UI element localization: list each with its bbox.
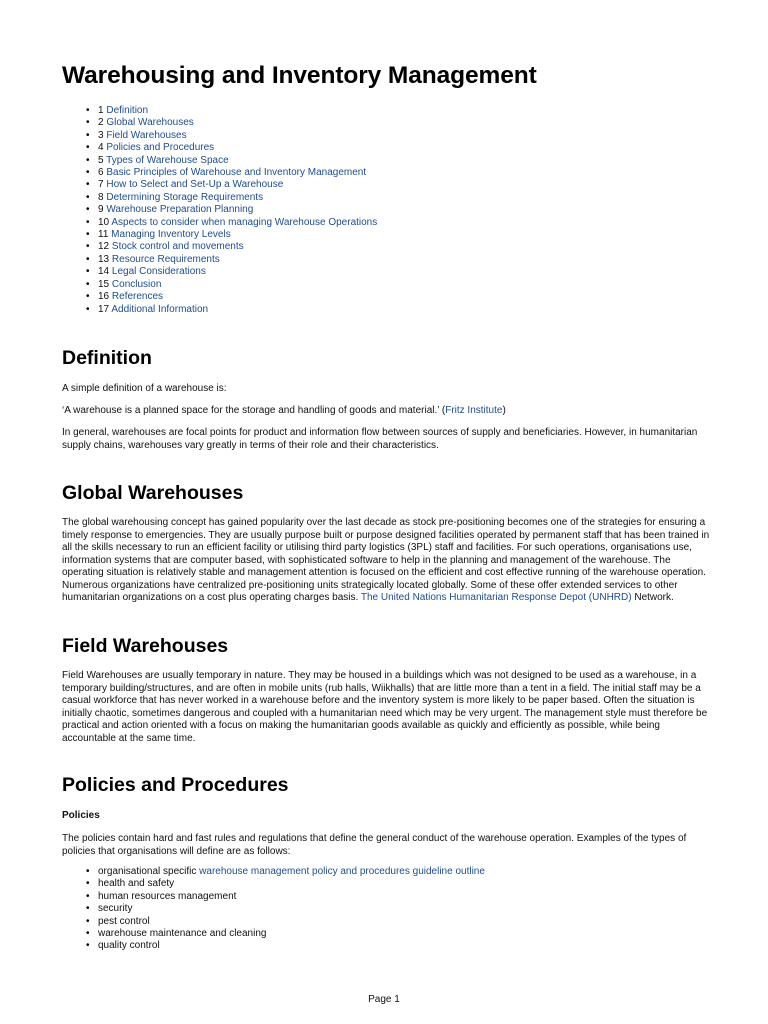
paragraph: A simple definition of a warehouse is: [62,383,227,394]
section-heading-policies-procedures: Policies and Procedures [62,774,289,796]
fritz-institute-link[interactable]: Fritz Institute [445,405,503,416]
toc-link[interactable]: Additional Information [111,303,209,315]
toc-item: • 11 Managing Inventory Levels [62,229,377,241]
list-item: • pest control [62,916,485,928]
toc-item: • 8 Determining Storage Requirements [62,192,377,204]
toc-link[interactable]: Resource Requirements [111,253,220,265]
page-title: Warehousing and Inventory Management [62,62,537,89]
section-heading-field-warehouses: Field Warehouses [62,635,229,657]
toc-link[interactable]: Legal Considerations [111,266,206,278]
paragraph: In general, warehouses are focal points for product and information flow between sources of supply and beneficiaries. However, in humanitarian supply chains, warehouses vary greatly in terms of their role and their characteristics. [62,427,698,451]
toc-item: • 15 Conclusion [62,279,377,291]
toc-link[interactable]: Field Warehouses [106,129,187,141]
toc-link[interactable]: Types of Warehouse Space [106,154,229,166]
toc-link[interactable]: Conclusion [111,278,162,290]
toc-item: • 17 Additional Information [62,304,377,316]
section-heading-definition: Definition [62,347,152,369]
toc-link[interactable]: How to Select and Set-Up a Warehouse [106,179,284,191]
table-of-contents [62,105,377,316]
list-item: • organisational specific warehouse management policy and procedures guideline outline [62,866,485,878]
toc-item: • 16 References [62,291,377,303]
toc-link[interactable]: Definition [106,105,149,116]
toc-link[interactable]: References [111,291,164,303]
paragraph: ‘A warehouse is a planned space for the storage and handling of goods and material.’ (Fritz Institute) [62,405,506,416]
toc-item: • 6 Basic Principles of Warehouse and Inventory Management [62,167,377,179]
policies-list [62,866,485,953]
toc-item: • 7 How to Select and Set-Up a Warehouse [62,179,377,191]
policy-guideline-link[interactable]: warehouse management policy and procedures guideline outline [199,866,485,877]
toc-item: • 14 Legal Considerations [62,266,377,278]
toc-link[interactable]: Stock control and movements [111,241,244,253]
toc-link[interactable]: Policies and Procedures [106,142,215,154]
toc-link[interactable]: Managing Inventory Levels [111,229,231,241]
list-item: • human resources management [62,891,485,903]
toc-item: • 9 Warehouse Preparation Planning [62,204,377,216]
paragraph: The policies contain hard and fast rules and regulations that define the general conduct of the warehouse operation. Examples of the types of policies that organisations will define are as follows: [62,833,687,857]
list-item: • health and safety [62,878,485,890]
toc-link[interactable]: Global Warehouses [106,117,194,129]
toc-item: • 2 Global Warehouses [62,117,377,129]
toc-item: • 4 Policies and Procedures [62,142,377,154]
section-heading-global-warehouses: Global Warehouses [62,482,244,504]
toc-item: • 1 Definition [62,105,377,117]
toc-link[interactable]: Aspects to consider when managing Warehouse Operations [111,216,378,228]
toc-item: • 3 Field Warehouses [62,130,377,142]
toc-item: • 10 Aspects to consider when managing Warehouse Operations [62,217,377,229]
subheading-policies: Policies [62,810,100,821]
paragraph: Field Warehouses are usually temporary in nature. They may be housed in a buildings which was not designed to be used as a warehouse, in a temporary building/structures, and are often in mobile units (rub halls, Wiikhalls) that are little more than a tent in a field. The initial staff may be a casual workforce that has never worked in a warehouse before and the inventory system is more likely to be paper based. Often the situation is initially chaotic, sometimes dangerous and coupled with a humanitarian need which may be very urgent. The management style must therefore be practical and action oriented with a focus on making the humanitarian goods available as quickly and efficiently as possible, while being accountable at the same time. [62,670,708,744]
toc-link[interactable]: Determining Storage Requirements [106,191,264,203]
list-item: • quality control [62,940,485,952]
list-item: • warehouse maintenance and cleaning [62,928,485,940]
toc-item: • 5 Types of Warehouse Space [62,155,377,167]
toc-item: • 12 Stock control and movements [62,241,377,253]
toc-item: • 13 Resource Requirements [62,254,377,266]
page-number: Page 1 [368,994,400,1005]
paragraph: The global warehousing concept has gained popularity over the last decade as stock pre-positioning becomes one of the strategies for ensuring a timely response to emergencies. They are usually purpose built or purpose designed facilities operated by permanent staff that has been trained in all the skills necessary to run an efficient facility or utilising third party logistics (3PL) staff and facilities. For such operations, organisations use, information systems that are computer based, with sophisticated software to help in the planning and management of the warehouse. The operating situation is relatively stable and management attention is focused on the efficient and cost effective running of the warehouse operation. Numerous organizations have centralized pre-positioning units strategically located globally. Some of these offer extended services to other humanitarian organizations on a cost plus operating charges basis. The United Nations Humanitarian Response Depot (UNHRD) Network. [62,517,710,603]
toc-link[interactable]: Warehouse Preparation Planning [106,204,254,216]
list-item: • security [62,903,485,915]
unhrd-link[interactable]: The United Nations Humanitarian Response Depot (UNHRD) [360,592,632,603]
toc-link[interactable]: Basic Principles of Warehouse and Inventory Management [106,167,367,179]
